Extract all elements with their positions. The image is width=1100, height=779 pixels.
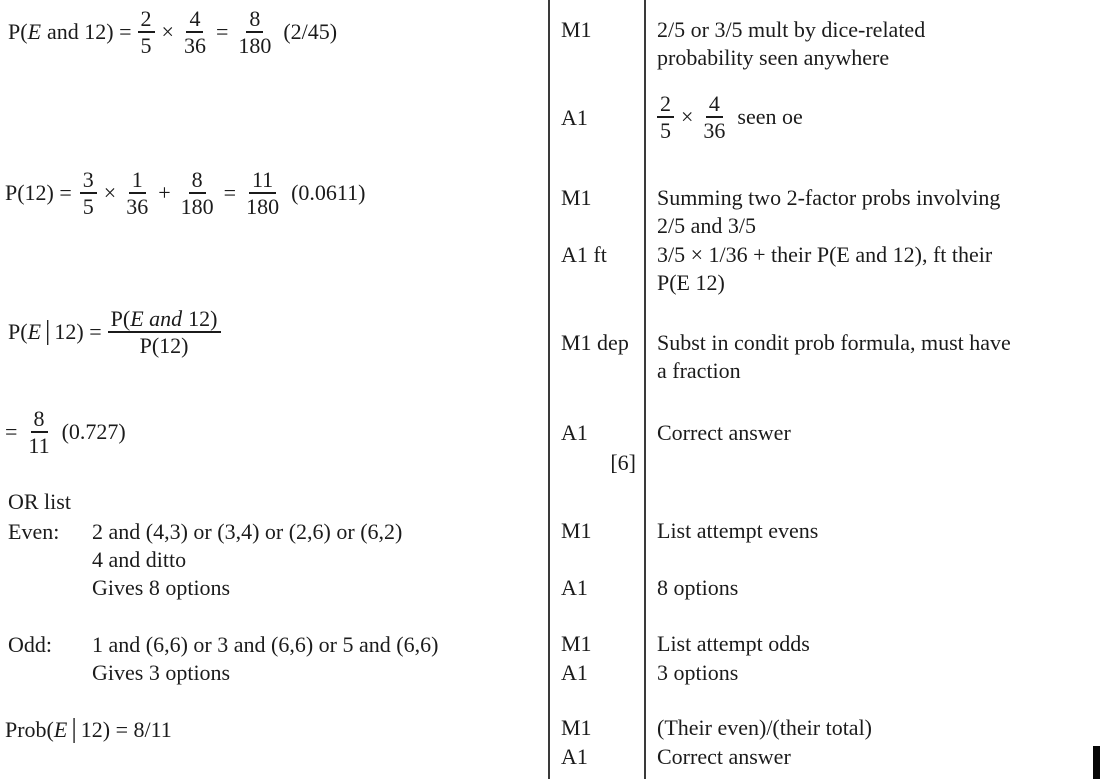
fraction: $\frac{1}{36}$ [126,167,149,219]
total-marks-badge: [6] [610,450,636,475]
mark-code: M1 dep [561,330,629,355]
desc-line: (Their even)/(their total) [657,715,873,740]
mark-code: A1 ft [561,242,607,267]
final-answer-equation [5,713,172,744]
equation-p12 [5,167,365,219]
eq-text: 12) = 8/11 [80,717,172,742]
mark-description [657,659,1093,687]
conditional-bar: | [71,713,77,743]
desc-line: a fraction [657,358,741,383]
list-line: 4 and ditto [92,547,187,572]
desc-line: List attempt evens [657,518,819,543]
column-divider-description [644,0,646,779]
mark-description [657,630,1093,658]
mark-code: A1 [561,744,588,769]
fraction: $\frac{4}{36}$ [703,91,726,143]
equation-result [5,406,126,458]
list-line: Gives 8 options [92,575,231,600]
mark-description [657,574,1093,602]
mark-description [657,714,1093,742]
fraction: $\frac{11}{180}$ [246,167,280,219]
text-cursor-bar [1093,746,1100,779]
eq-text: Prob(E [5,717,68,742]
desc-line: 3 options [657,660,739,685]
mark-code: A1 [561,105,588,130]
mark-code: M1 [561,631,592,656]
conditional-bar: | [45,315,51,345]
fraction-numerator: P(E and 12) [108,306,221,333]
or-list-title: OR list [8,489,71,514]
mark-code: M1 [561,185,592,210]
equals-operator: = [223,180,237,205]
mark-description [657,419,1093,447]
even-lines [92,518,402,602]
eq-text: P(E [8,319,42,344]
desc-line: probability seen anywhere [657,45,890,70]
mark-code: M1 [561,715,592,740]
mark-description [657,329,1093,385]
desc-line: 2/5 and 3/5 [657,213,756,238]
mark-description [657,184,1093,240]
mark-code: M1 [561,17,592,42]
fraction: $\frac{8}{180}$ [238,6,272,58]
mark-description [657,241,1093,297]
mark-description [657,16,1093,72]
desc-line: Subst in condit prob formula, must have [657,330,1011,355]
desc-line: 2/5 or 3/5 mult by dice-related [657,17,926,42]
eq-alt-value: (2/45) [283,19,338,44]
list-line: 2 and (4,3) or (3,4) or (2,6) or (6,2) [92,519,403,544]
mark-code: A1 [561,660,588,685]
odd-list [8,631,438,687]
mark-code: M1 [561,518,592,543]
odd-lines [92,631,438,687]
desc-line: P(E 12) [657,270,725,295]
eq-text: 12) = [54,319,102,344]
even-label: Even: [8,519,60,544]
desc-line: Summing two 2-factor probs involving [657,185,1001,210]
eq-text: P(12) = [5,180,72,205]
times-operator: × [103,180,117,205]
mark-code: A1 [561,420,588,445]
fraction: $\frac{2}{5}$ [138,6,155,58]
fraction: $\frac{2}{5}$ [657,91,674,143]
eq-alt-value: (0.727) [61,419,126,444]
equation-conditional-formula [8,306,221,358]
fraction: $\frac{4}{36}$ [183,6,206,58]
mark-description-fraction [657,91,1093,143]
big-fraction [108,306,221,358]
desc-line: 3/5 × 1/36 + their P(E and 12), ft their [657,242,993,267]
equals-operator: = [5,419,18,444]
fraction: $\frac{8}{180}$ [180,167,214,219]
list-line: 1 and (6,6) or 3 and (6,6) or 5 and (6,6) [92,632,439,657]
mark-description [657,743,1093,771]
mark-code: A1 [561,575,588,600]
mark-description [657,517,1093,545]
even-list [8,518,402,602]
plus-operator: + [158,180,171,205]
desc-line: Correct answer [657,420,791,445]
fraction: $\frac{3}{5}$ [80,167,97,219]
desc-line: List attempt odds [657,631,810,656]
equals-operator: = [215,19,229,44]
fraction: $\frac{8}{11}$ [28,406,50,458]
eq-alt-value: (0.0611) [291,180,366,205]
eq-text: P(E and 12) = [8,19,132,44]
desc-line: seen oe [737,104,803,129]
column-divider-marks [548,0,550,779]
desc-line: 8 options [657,575,739,600]
fraction-denominator: P(12) [139,333,189,358]
equation-p-e-and-12 [8,6,337,58]
desc-line: Correct answer [657,744,791,769]
odd-label: Odd: [8,632,52,657]
times-operator: × [681,104,694,129]
list-line: Gives 3 options [92,660,231,685]
times-operator: × [161,19,174,44]
